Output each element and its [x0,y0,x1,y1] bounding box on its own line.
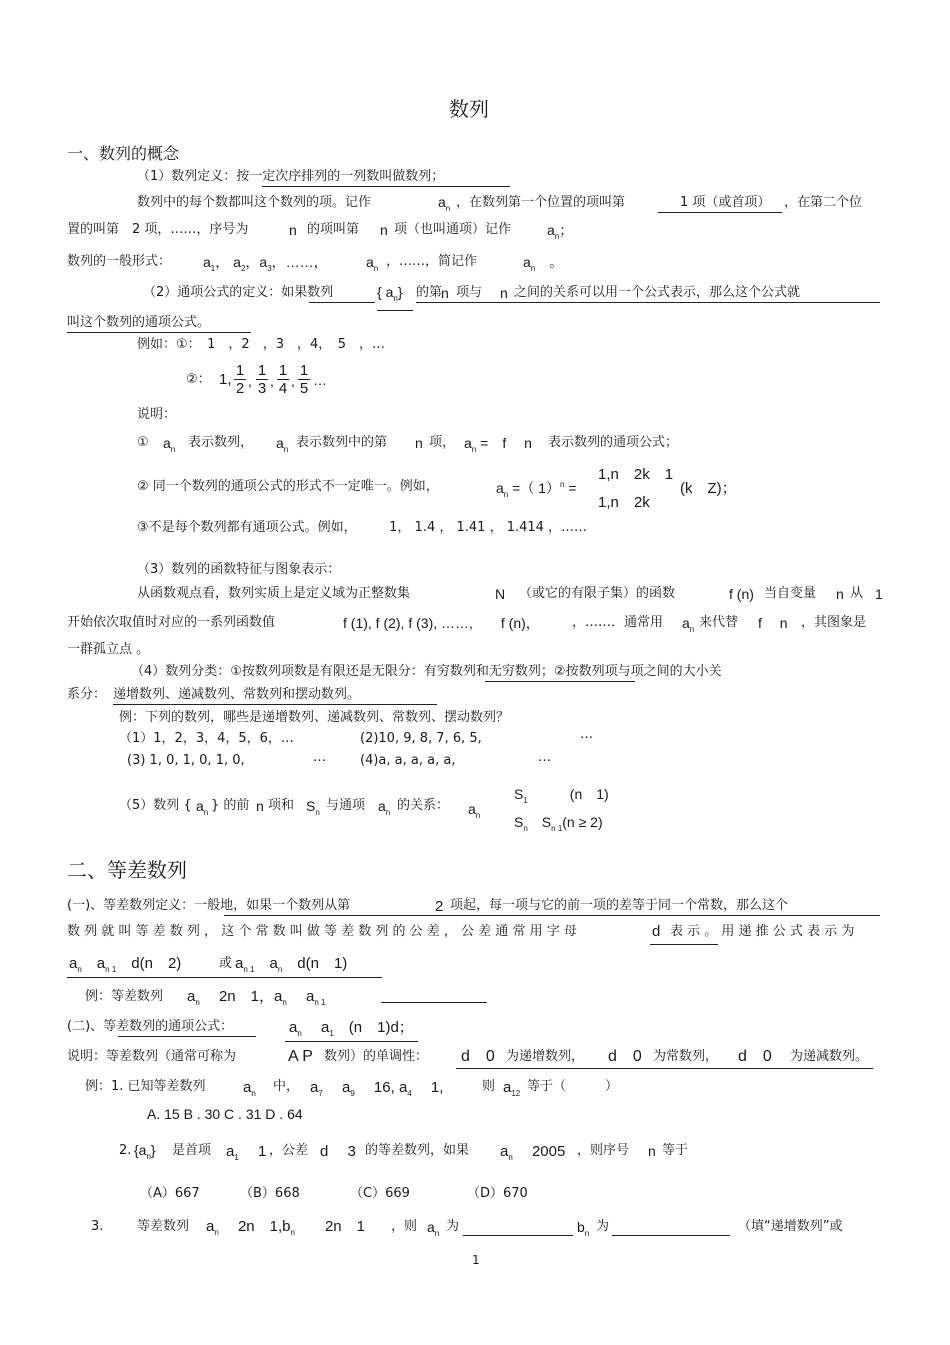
math-example: $a_n$ 2n 1，$a_n$ $a_{n 1}$ [187,988,326,1007]
s2-line-11d: 为 [446,1219,460,1234]
section-1-heading: 一、数列的概念 [67,144,180,163]
s1-line-6: 叫这个数列的通项公式。 [67,315,211,330]
s1-line-10d: 项， [429,435,456,450]
s2-line-1c: 项起，每一项与它的前一项的差等于同一个常数，那么这个 [450,898,789,913]
s2-line-9b: 是首项 [172,1143,212,1158]
s2-line-9f: 等于 [662,1143,689,1158]
s2-line-2c: 表 示 。 用 递 推 公 式 表 示 为 [670,924,855,939]
math-d-3: d 3 [320,1143,356,1160]
s2-line-5a: (二)、等差数列的通项公式： [67,1019,234,1034]
s1-line-11a: ② 同一个数列的通项公式的形式不一定唯一。例如， [137,479,439,494]
math-an: $a_n$ [366,254,379,273]
math-set-an: $\{a_n\}$ [134,1142,156,1161]
s1-line-22c: 项和 [268,798,295,813]
s1-line-18a: 系分： [67,687,107,702]
math-one: 1 [875,586,883,602]
underline [118,1036,256,1037]
math-an: $a_n$ [196,798,209,817]
s2-line-9a: 2. [119,1143,132,1158]
s1-line-3b: 的项叫第 [307,222,360,237]
math-an-2005: $a_n$ 2005 [500,1143,566,1162]
s1-line-14c: 当自变量 [764,586,817,601]
math-case-2: 1,n 2k [598,494,650,511]
math-an: $a_n$ 。 [523,254,564,273]
math-alt-formula: $a_n$ =（ 1）$^n$ = [496,480,577,499]
s1-line-10c: 表示数列中的第 [296,435,388,450]
fraction-1-3: $\frac{1}{3}$ [257,362,267,397]
s2-line-6d: 为递增数列， [506,1049,585,1064]
s2-line-2b: d [652,923,661,940]
math-n: n [441,285,449,301]
choice-a[interactable]: （A）667 [140,1186,200,1201]
s2-line-1b: 2 [435,898,444,915]
math-case-1: 1,n 2k 1 [598,466,674,483]
ellipsis: … [313,372,327,388]
s1-line-5d: 之间的关系可以用一个公式表示，那么这个公式就 [514,285,801,300]
math-n: n [256,798,264,814]
underline [67,977,382,978]
page-title: 数列 [449,97,489,121]
s2-line-6a: 说明：等差数列（通常可称为 [67,1049,237,1064]
s1-line-14d: 从 [850,586,864,601]
math-bn: $b_n$ [577,1219,590,1238]
underline [262,186,510,187]
math-d-neg: d 0 [738,1048,772,1065]
underline [416,302,880,303]
underline [485,681,635,682]
s2-line-11b: 等差数列 [137,1219,190,1234]
math-a12: $a_{12}$ [503,1079,521,1098]
s2-line-11f: （填“递增数列”或 [738,1219,843,1234]
math-n: n [380,222,388,238]
s1-line-5c: 项与 [456,285,483,300]
comma: , [270,373,274,389]
math-an-bn: $a_n$ 2n $1,b_n$ 2n 1 [206,1218,365,1237]
s1-line-9: 说明： [137,407,177,422]
underline [113,704,437,705]
s2-line-9e: ，则序号 [577,1143,630,1158]
s2-line-3a: 或 [219,956,233,971]
math-case-Sn: $S_n$ $S_{n 1}(n \ge 2)$ [514,814,603,833]
math-k-z: (k Z)； [680,480,737,497]
fraction-1-5: $\frac{1}{5}$ [299,362,309,397]
fraction-1-4: $\frac{1}{4}$ [278,362,288,397]
s2-line-8: A. 15 B . 30 C . 31 D . 64 [147,1106,303,1122]
s1-line-4a: 数列的一般形式： [67,254,172,269]
s1-line-8a: ②： [186,372,211,387]
s1-line-10a: ① [137,435,149,450]
math-recursive-1: $a_n$ $a_{n 1}$ d(n 2) [69,955,182,974]
s2-line-11a: 3. [91,1219,104,1234]
s1-line-1: （1）数列定义：按一定次序排列的一列数叫做数列； [137,169,445,184]
math-an-fn: $a_n$ = f n [464,435,532,454]
answer-blank-an[interactable] [463,1235,573,1236]
underline [224,915,880,916]
math-an: $a_n$ [163,435,176,454]
s2-line-2a: 数 列 就 叫 等 差 数 列 ， 这 个 常 数 叫 做 等 差 数 列 的 公 差 ， 公 差 通 常 用 字 母 [67,924,577,939]
s2-line-6f: 为递减数列。 [790,1049,869,1064]
math-general-term: $a_n$ $a_1$ (n 1)d； [289,1019,414,1038]
s1-line-15d: ，其图象是 [801,615,867,630]
underline [67,332,251,333]
math-case-S1: $S_1$ (n 1) [514,786,609,805]
math-an: $a_n$ [378,798,391,817]
s2-line-1a: (一)、等差数列定义：一般地，如果一个数列从第 [67,898,351,913]
s1-line-20c: … [580,727,593,742]
s1-line-10b: 表示数列， [188,435,254,450]
math-recursive-2: $a_{n 1}$ $a_n$ d(n 1) [235,955,348,974]
s1-line-20b: (2)10, 9, 8, 7, 6, 5, [360,731,482,746]
s1-line-22e: 的关系： [397,798,450,813]
s1-line-21d: … [538,750,551,765]
math-an: $a_n$； [547,222,574,241]
math-n: n [289,222,297,238]
s1-line-14a: 从函数观点看，数列实质上是定义域为正整数集 [137,586,411,601]
math-f-values: f (1), f (2), f (3), ……, f (n)， [343,615,540,631]
underline [650,944,718,945]
s1-line-15c: 来代替 [699,615,739,630]
underline [658,212,782,213]
s1-line-5a: （2）通项公式的定义：如果数列 [143,285,334,300]
s2-line-7d: 等于（ ） [527,1079,619,1094]
math-set-an: { $a_n$} [377,284,403,303]
s2-line-9c: ，公差 [269,1143,309,1158]
math-fn: f n [758,615,788,631]
answer-blank[interactable] [381,1002,487,1003]
s1-line-2d: ，在第二个位 [784,195,863,210]
s2-line-7b: 中， [273,1079,300,1094]
s2-line-4a: 例：等差数列 [85,989,164,1004]
math-an: $a_n$ [276,435,289,454]
s1-line-5b: 的第 [416,285,443,300]
s1-line-18b: 递增数列、递减数列、常数列和摆动数列。 [113,687,361,702]
underline [309,302,375,303]
choice-b[interactable]: （B）668 [240,1186,300,1201]
s1-line-12: ③不是每个数列都有通项公式。例如， 1， 1.4 ， 1.41 ， 1.414 ，…… [137,520,588,535]
math-d-zero: d 0 [608,1048,642,1065]
s1-line-3c: 项（也叫通项）记作 [394,222,512,237]
math-seq: $a_1$， $a_2$，$a_3$，……， [203,254,328,273]
math-an: $a_n$ [427,1219,440,1238]
s1-line-21a: (3) 1, 0, 1, 0, 1, 0, [127,753,245,768]
math-an: $a_n$ [243,1079,256,1098]
math-a1-1: $a_1$ 1 [226,1143,267,1162]
underline [377,310,413,311]
s2-line-6b: A P [288,1048,313,1065]
s1-line-2b: ，在数列第一个位置的项叫第 [456,195,626,210]
section-2-heading: 二、等差数列 [67,858,187,882]
underline [456,1068,873,1069]
s1-line-16: 一群孤立点 。 [67,642,150,657]
math-n: n [500,285,508,301]
s2-line-9d: 的等差数列，如果 [365,1143,470,1158]
math-n: n [415,435,423,451]
s1-line-10e: 表示数列的通项公式； [548,435,679,450]
s1-line-15a: 开始依次取值时对应的一系列函数值 [67,615,276,630]
s2-line-11e: 为 [596,1219,610,1234]
math-n: n [648,1143,656,1159]
math-d-pos: d 0 [461,1048,495,1065]
s2-line-6e: 为常数列， [653,1049,719,1064]
s1-line-21c: (4)a, a, a, a, a, [360,753,456,768]
math-an: $a_n$ [682,615,695,634]
comma: , [248,373,252,389]
fraction-1-2: $\frac{1}{2}$ [235,362,245,397]
s1-line-22a: （5）数列 { [119,798,192,813]
s1-line-22d: 与通项 [326,798,366,813]
s2-line-6c: 数列）的单调性： [324,1049,429,1064]
s2-line-7c: 则 [482,1079,496,1094]
s1-line-19: 例：下列的数列，哪些是递增数列、递减数列、常数列、摆动数列？ [119,710,510,725]
s1-line-21b: … [313,750,326,765]
s2-line-11c: ，则 [391,1219,418,1234]
answer-blank-bn[interactable] [612,1235,730,1236]
math-fn: f (n) [729,586,754,602]
s1-line-15b: ，……．通常用 [572,615,664,630]
math-N: N [495,586,506,602]
s1-line-3a: 置的叫第 2 项，……，序号为 [67,222,249,237]
math-n: n [836,586,844,602]
choice-c[interactable]: （C）669 [350,1186,410,1201]
s1-line-22b: } 的前 [211,798,250,813]
s1-line-4c: ，……，简记作 [386,254,478,269]
s1-line-2c: 1 项（或首项） [680,195,771,210]
page-number: 1 [472,1253,480,1267]
s2-line-7a: 例：1. 已知等差数列 [85,1079,206,1094]
s1-line-14b: （或它的有限子集）的函数 [519,586,676,601]
comma: , [291,373,295,389]
math-Sn: $S_n$ [306,798,320,817]
s1-line-13: （3）数列的函数特征与图象表示： [137,562,341,577]
s1-line-17: （4）数列分类：①按数列项数是有限还是无限分：有穷数列和无穷数列；②按数列项与项之间的大小关 [131,664,722,679]
s1-line-20a: （1）1，2，3，4，5，6，… [119,731,294,746]
math-condition: $a_7$ $a_9$ 16, $a_4$ 1, [310,1079,444,1098]
s1-line-2a: 数列中的每个数都叫这个数列的项。记作 [137,195,372,210]
s1-line-7: 例如：①： 1 ，2 ，3 ，4， 5 ，… [137,337,386,352]
underline [285,1041,418,1042]
math-one: 1, [219,371,232,388]
choice-d[interactable]: （D）670 [467,1186,528,1201]
math-an: $a_n$ [468,801,481,820]
math-an: $a_n$ [438,194,451,213]
